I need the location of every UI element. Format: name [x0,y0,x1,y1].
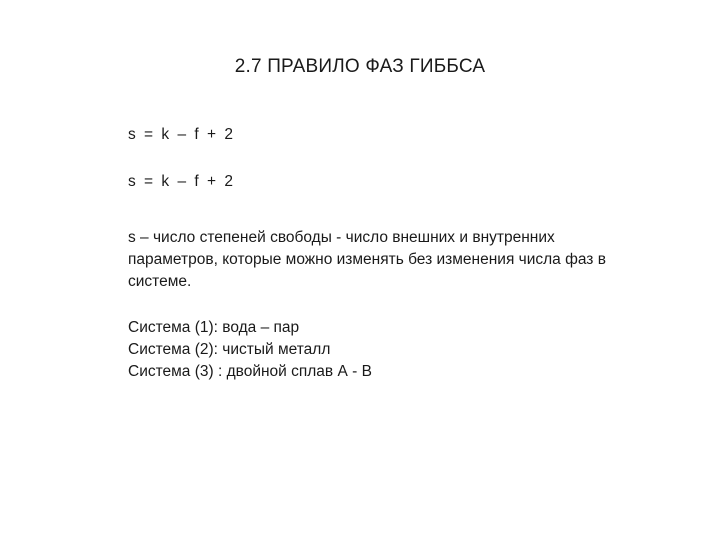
formula-line-1: s = k – f + 2 [128,126,235,143]
system-item-2: Система (2): чистый металл [128,341,331,358]
slide-title: 2.7 ПРАВИЛО ФАЗ ГИББСА [234,56,486,77]
system-item-1: Система (1): вода – пар [128,319,300,336]
definition-paragraph: s – число степеней свободы - число внешних и внутренних параметров, которые можно изменять без изменения числа фаз в системе. [128,229,606,290]
formula-line-2: s = k – f + 2 [128,173,235,190]
slide-content [128,124,648,383]
systems-list [128,317,648,383]
system-item-3: Система (3) : двойной сплав А - В [128,363,372,380]
